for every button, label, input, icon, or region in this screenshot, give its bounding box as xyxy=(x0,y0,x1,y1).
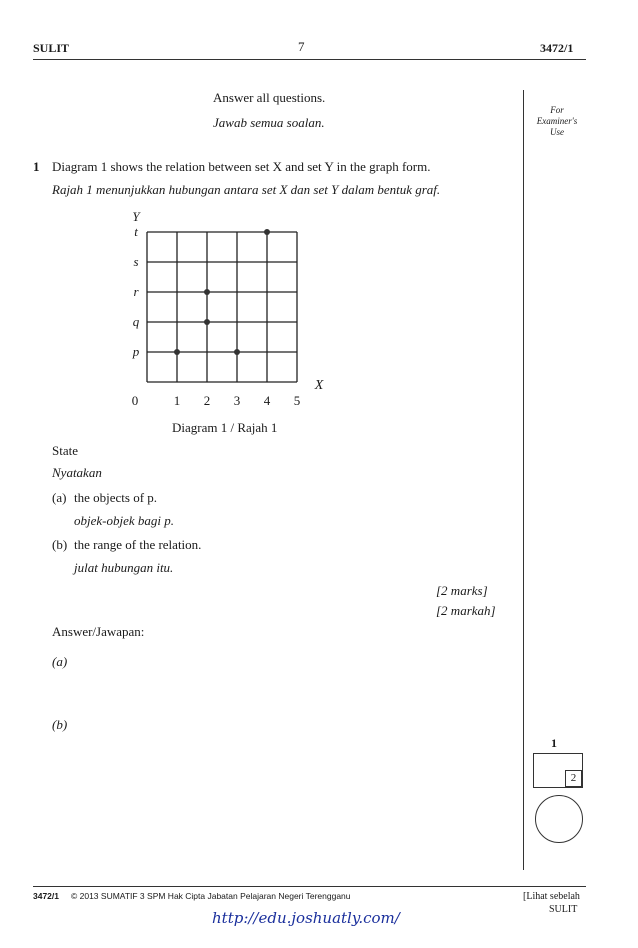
question-number: 1 xyxy=(33,159,40,174)
footer-url: http://edu.joshuatly.com/ xyxy=(212,909,400,927)
footer-rule xyxy=(33,886,586,887)
data-point xyxy=(174,349,180,355)
diagram-caption: Diagram 1 / Rajah 1 xyxy=(172,420,278,435)
diagram-1-graph xyxy=(110,200,340,415)
origin-label: 0 xyxy=(131,393,139,408)
x-axis-label: X xyxy=(314,378,324,393)
footer-code: 3472/1 xyxy=(33,891,59,901)
question-text-en: Diagram 1 shows the relation between set X and set Y in the graph form. xyxy=(52,159,431,174)
examiner-use-label: For Examiner's Use xyxy=(536,105,578,137)
graph-grid xyxy=(147,232,297,382)
marks-ms: [2 markah] xyxy=(436,603,496,618)
answer-a-label: (a) xyxy=(52,654,68,669)
part-b-en: the range of the relation. xyxy=(74,537,202,552)
score-box xyxy=(533,753,583,788)
data-point xyxy=(204,289,210,295)
answer-b-label: (b) xyxy=(52,717,68,732)
x-tick-label: 5 xyxy=(293,393,301,408)
header-paper-code: 3472/1 xyxy=(540,41,574,55)
state-en: State xyxy=(52,443,78,458)
y-tick-label: q xyxy=(132,314,140,329)
header-sulit: SULIT xyxy=(33,41,70,55)
footer-sulit: SULIT xyxy=(549,904,578,915)
footer-turn-over: [Lihat sebelah xyxy=(523,891,580,902)
score-circle xyxy=(535,795,583,843)
data-point xyxy=(264,229,270,235)
footer-copyright: © 2013 SUMATIF 3 SPM Hak Cipta Jabatan Pelajaran Negeri Terengganu xyxy=(71,891,351,901)
y-tick-label: p xyxy=(132,344,140,359)
instruction-ms: Jawab semua soalan. xyxy=(213,115,325,130)
x-tick-label: 1 xyxy=(173,393,181,408)
data-point xyxy=(204,319,210,325)
instruction-en: Answer all questions. xyxy=(213,90,326,105)
header-rule xyxy=(33,59,586,60)
part-a-en: the objects of p. xyxy=(74,490,158,505)
score-total-marks: 2 xyxy=(565,770,582,787)
data-point xyxy=(234,349,240,355)
answer-label: Answer/Jawapan: xyxy=(52,624,145,639)
examiner-column-divider xyxy=(523,90,524,870)
part-a-label: (a) xyxy=(52,490,67,505)
part-b-ms: julat hubungan itu. xyxy=(74,560,174,575)
question-text-ms: Rajah 1 menunjukkan hubungan antara set X dan set Y dalam bentuk graf. xyxy=(52,182,441,197)
part-b-label: (b) xyxy=(52,537,68,552)
page-number: 7 xyxy=(298,39,305,54)
x-tick-label: 2 xyxy=(203,393,211,408)
y-axis-label: Y xyxy=(132,209,140,224)
marks-en: [2 marks] xyxy=(436,583,488,598)
y-tick-label: s xyxy=(133,254,139,269)
score-question-number: 1 xyxy=(551,736,557,750)
y-tick-label: r xyxy=(133,284,139,299)
y-tick-label: t xyxy=(134,224,138,239)
part-a-ms: objek-objek bagi p. xyxy=(74,513,174,528)
x-tick-label: 4 xyxy=(263,393,271,408)
state-ms: Nyatakan xyxy=(52,465,102,480)
x-tick-label: 3 xyxy=(233,393,241,408)
